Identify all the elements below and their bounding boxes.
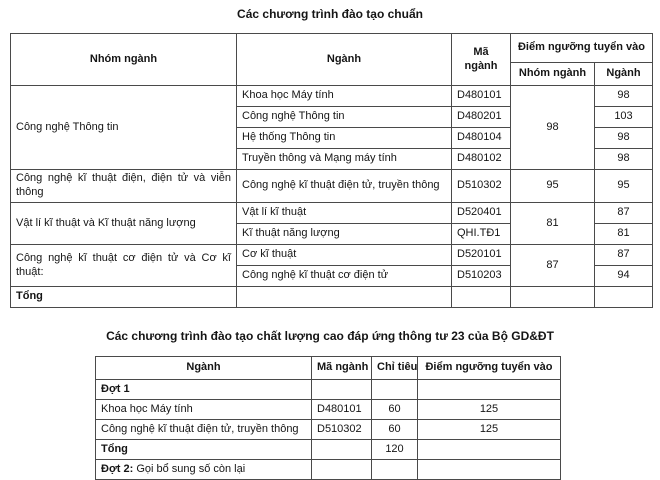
major-score-cell: 98 [595,86,653,107]
empty-cell [312,380,372,400]
major-code-cell: D480104 [452,128,511,149]
group-name-cell: Công nghệ kĩ thuật cơ điện tử và Cơ kĩ thuật: [11,245,237,287]
group-name-cell: Công nghệ kĩ thuật điện, điện tử và viễn thông [11,170,237,203]
major-name-cell: Vật lí kĩ thuật [237,203,452,224]
empty-cell [418,380,561,400]
table-row [11,170,653,203]
major-code-cell: D520101 [452,245,511,266]
quota-cell: 60 [372,400,418,420]
phase2-label: Đợt 2: [101,462,134,475]
major-name-cell: Khoa học Máy tính [237,86,452,107]
major-name-cell: Kĩ thuật năng lượng [237,224,452,245]
group-score-cell: 98 [511,86,595,170]
phase1-row [96,380,561,400]
header-threshold: Điểm ngưỡng tuyển vào [511,34,653,63]
major-score-cell: 98 [595,149,653,170]
score-cell: 125 [418,400,561,420]
major-code-cell: D520401 [452,203,511,224]
empty-cell [418,460,561,480]
total-row [96,440,561,460]
empty-cell [418,440,561,460]
major-code-cell: D510302 [452,170,511,203]
empty-cell [312,440,372,460]
header-group: Nhóm ngành [11,34,237,86]
page-title-high-quality-programs: Các chương trình đào tạo chất lượng cao đáp ứng thông tư 23 của Bộ GD&ĐT [106,329,554,343]
major-name-cell: Công nghệ kĩ thuật điện tử, truyền thông [237,170,452,203]
empty-cell [372,460,418,480]
empty-cell [595,287,653,308]
total-label-cell: Tổng [96,440,312,460]
major-name-cell: Công nghệ kĩ thuật cơ điện tử [237,266,452,287]
header-major: Ngành [96,357,312,380]
group-score-cell: 81 [511,203,595,245]
group-name-cell: Vật lí kĩ thuật và Kĩ thuật năng lượng [11,203,237,245]
table-row [96,420,561,440]
table-row [96,400,561,420]
major-score-cell: 87 [595,203,653,224]
phase2-row [96,460,561,480]
major-score-cell: 81 [595,224,653,245]
header-major: Ngành [237,34,452,86]
major-code-cell: D480201 [452,107,511,128]
major-score-cell: 94 [595,266,653,287]
table-row [11,245,653,266]
major-code-cell: QHI.TĐ1 [452,224,511,245]
major-score-cell: 87 [595,245,653,266]
phase2-label-cell [96,460,312,480]
table-row [11,86,653,107]
major-score-cell: 95 [595,170,653,203]
standard-programs-table [10,33,653,308]
total-quota-cell: 120 [372,440,418,460]
major-code-cell: D480102 [452,149,511,170]
header-code: Mã ngành [312,357,372,380]
major-score-cell: 103 [595,107,653,128]
group-name-cell: Công nghệ Thông tin [11,86,237,170]
major-code-cell: D480101 [312,400,372,420]
empty-cell [372,380,418,400]
empty-cell [511,287,595,308]
header-threshold: Điểm ngưỡng tuyển vào [418,357,561,380]
empty-cell [237,287,452,308]
empty-cell [452,287,511,308]
major-code-cell: D510203 [452,266,511,287]
header-threshold-group: Nhóm ngành [511,63,595,86]
empty-cell [312,460,372,480]
major-name-cell: Công nghệ Thông tin [237,107,452,128]
major-name-cell: Truyền thông và Mạng máy tính [237,149,452,170]
major-code-cell: D510302 [312,420,372,440]
major-name-cell: Khoa học Máy tính [96,400,312,420]
high-quality-programs-table [95,356,561,480]
page-title-standard-programs: Các chương trình đào tạo chuẩn [237,7,423,21]
major-code-cell: D480101 [452,86,511,107]
header-code: Mã ngành [452,34,511,86]
quota-cell: 60 [372,420,418,440]
group-score-cell: 95 [511,170,595,203]
major-name-cell: Cơ kĩ thuật [237,245,452,266]
major-name-cell: Công nghệ kĩ thuật điện tử, truyền thông [96,420,312,440]
phase1-label-cell: Đợt 1 [96,380,312,400]
table-row [11,203,653,224]
group-score-cell: 87 [511,245,595,287]
score-cell: 125 [418,420,561,440]
major-name-cell: Hệ thống Thông tin [237,128,452,149]
header-threshold-major: Ngành [595,63,653,86]
total-row [11,287,653,308]
major-score-cell: 98 [595,128,653,149]
header-quota: Chỉ tiêu [372,357,418,380]
phase2-note: Gọi bổ sung số còn lại [133,462,246,475]
total-label-cell: Tổng [11,287,237,308]
